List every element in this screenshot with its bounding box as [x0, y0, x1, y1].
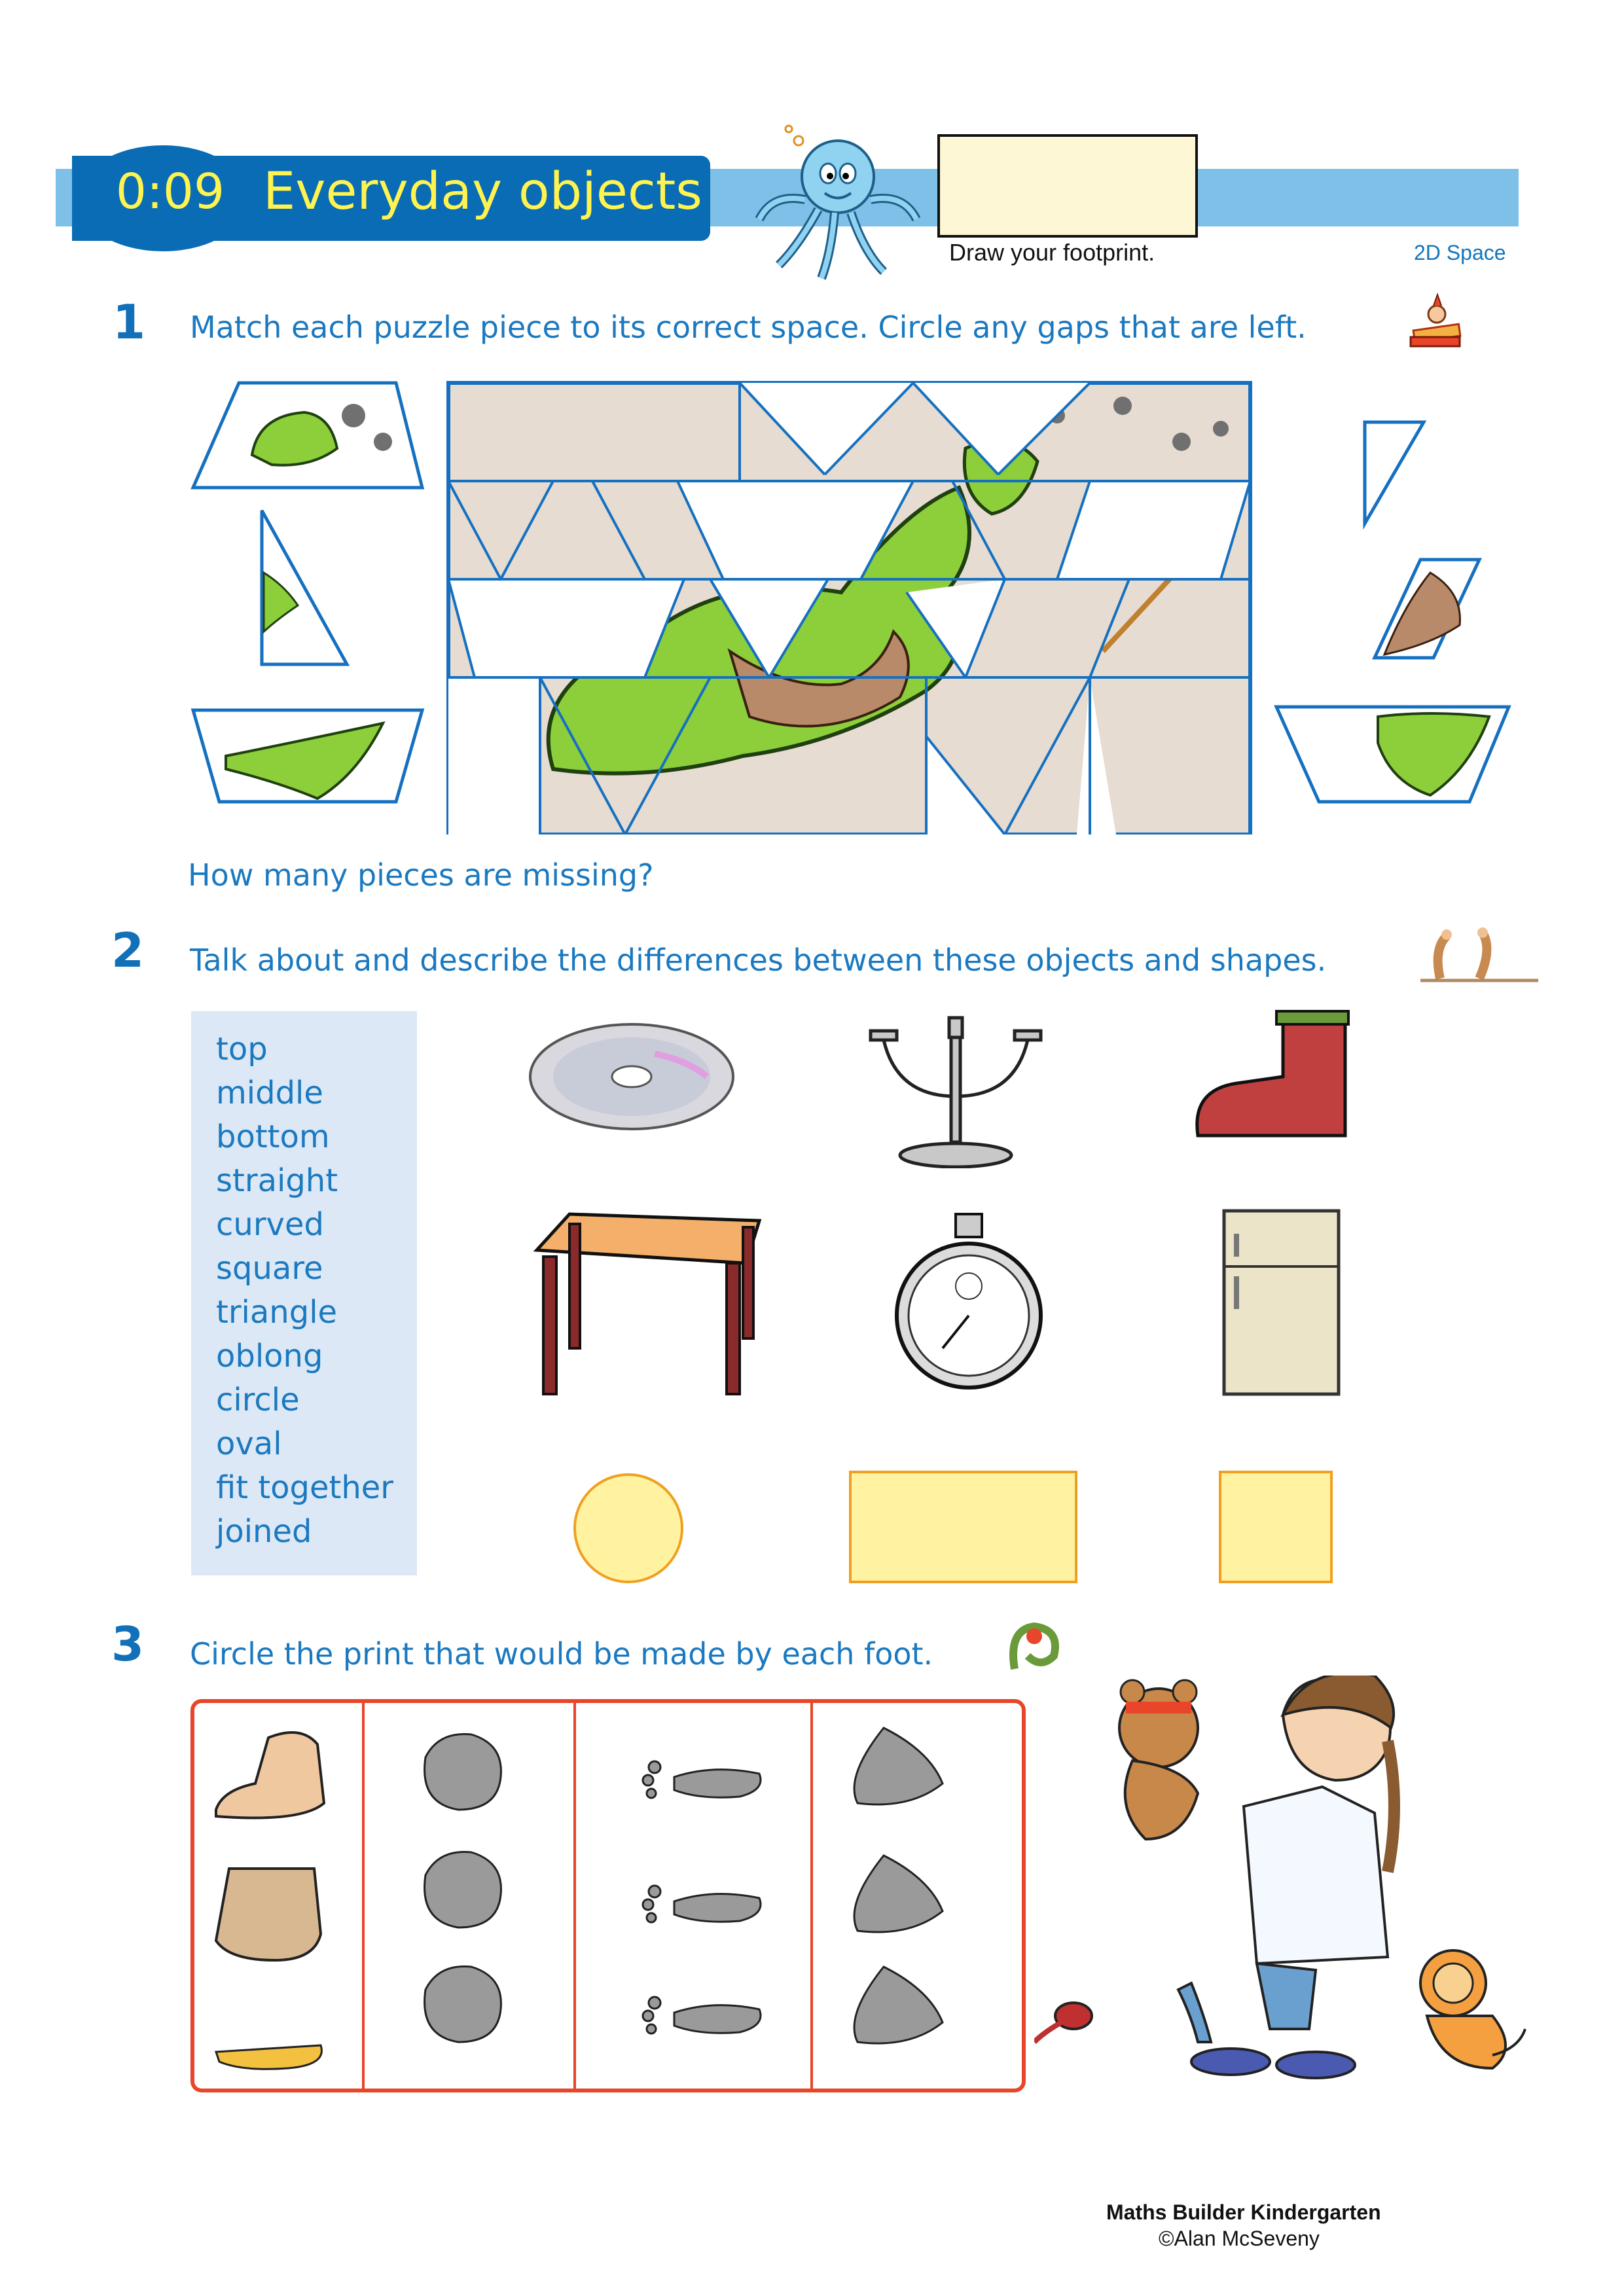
vocabulary-word: oblong: [216, 1338, 323, 1374]
vocabulary-word: top: [216, 1031, 268, 1067]
vocabulary-word: middle: [216, 1075, 323, 1111]
vocabulary-list: [216, 1028, 393, 1554]
puzzle-piece-left-top[interactable]: [193, 383, 422, 488]
cd-disc-image: [524, 1014, 740, 1139]
circle-shape: [569, 1469, 687, 1587]
vocabulary-word: fit together: [216, 1469, 394, 1506]
round-print[interactable]: [425, 1852, 501, 1928]
square-shape: [1218, 1469, 1335, 1587]
footprint-caption: Draw your footprint.: [949, 239, 1155, 266]
puzzle-piece-right-top[interactable]: [1365, 422, 1424, 524]
footprint-drawing-box[interactable]: [937, 134, 1198, 238]
vocabulary-word: bottom: [216, 1119, 330, 1155]
puzzle-board: [448, 383, 1250, 834]
question-2-instruction: Talk about and describe the differences between these objects and shapes.: [190, 942, 1327, 978]
vocabulary-word: triangle: [216, 1294, 338, 1331]
puzzle-piece-right-bottom[interactable]: [1276, 707, 1509, 802]
topic-label: 2D Space: [1414, 241, 1506, 264]
snake-mascot-icon: [1001, 1617, 1074, 1676]
worm-mascot-icon: [1407, 291, 1466, 353]
vocabulary-word: circle: [216, 1382, 300, 1418]
stopwatch-image: [890, 1211, 1047, 1394]
vocabulary-word: joined: [216, 1513, 312, 1550]
book-title: Maths Builder Kindergarten: [1106, 2200, 1381, 2224]
question-2-number: 2: [111, 923, 145, 978]
question-1-instruction: Match each puzzle piece to its correct space. Circle any gaps that are left.: [190, 310, 1307, 345]
vocabulary-word: square: [216, 1250, 323, 1287]
footprint-table: [190, 1698, 1028, 2094]
question-3-instruction: Circle the print that would be made by each foot.: [190, 1636, 933, 1672]
dragon-puzzle: [187, 376, 1525, 834]
table-image: [524, 1211, 766, 1401]
lesson-number: 0:09: [115, 164, 225, 220]
round-print[interactable]: [425, 1734, 501, 1810]
boot-image: [1185, 1005, 1381, 1142]
worms-mascot-icon: [1420, 923, 1538, 985]
question-1-number: 1: [113, 295, 146, 350]
round-print[interactable]: [425, 1966, 501, 2042]
refrigerator-image: [1218, 1204, 1348, 1401]
animal-hoof-image: [216, 1869, 321, 1960]
puzzle-piece-left-middle[interactable]: [262, 511, 347, 664]
page-title: Everyday objects: [263, 162, 702, 221]
puzzle-piece-left-bottom[interactable]: [193, 710, 422, 802]
candelabra-image: [857, 1011, 1054, 1168]
girl-with-toys-illustration: [1034, 1676, 1532, 2108]
vocabulary-word: straight: [216, 1162, 338, 1199]
question-1-follow-up: How many pieces are missing?: [188, 857, 654, 893]
vocabulary-word: curved: [216, 1206, 324, 1243]
question-3-number: 3: [111, 1617, 145, 1672]
vocabulary-word: oval: [216, 1426, 282, 1462]
puzzle-piece-right-middle[interactable]: [1375, 560, 1479, 658]
oblong-shape: [848, 1469, 1083, 1587]
copyright: ©Alan McSeveny: [1159, 2227, 1320, 2250]
octopus-illustration: [753, 121, 923, 285]
